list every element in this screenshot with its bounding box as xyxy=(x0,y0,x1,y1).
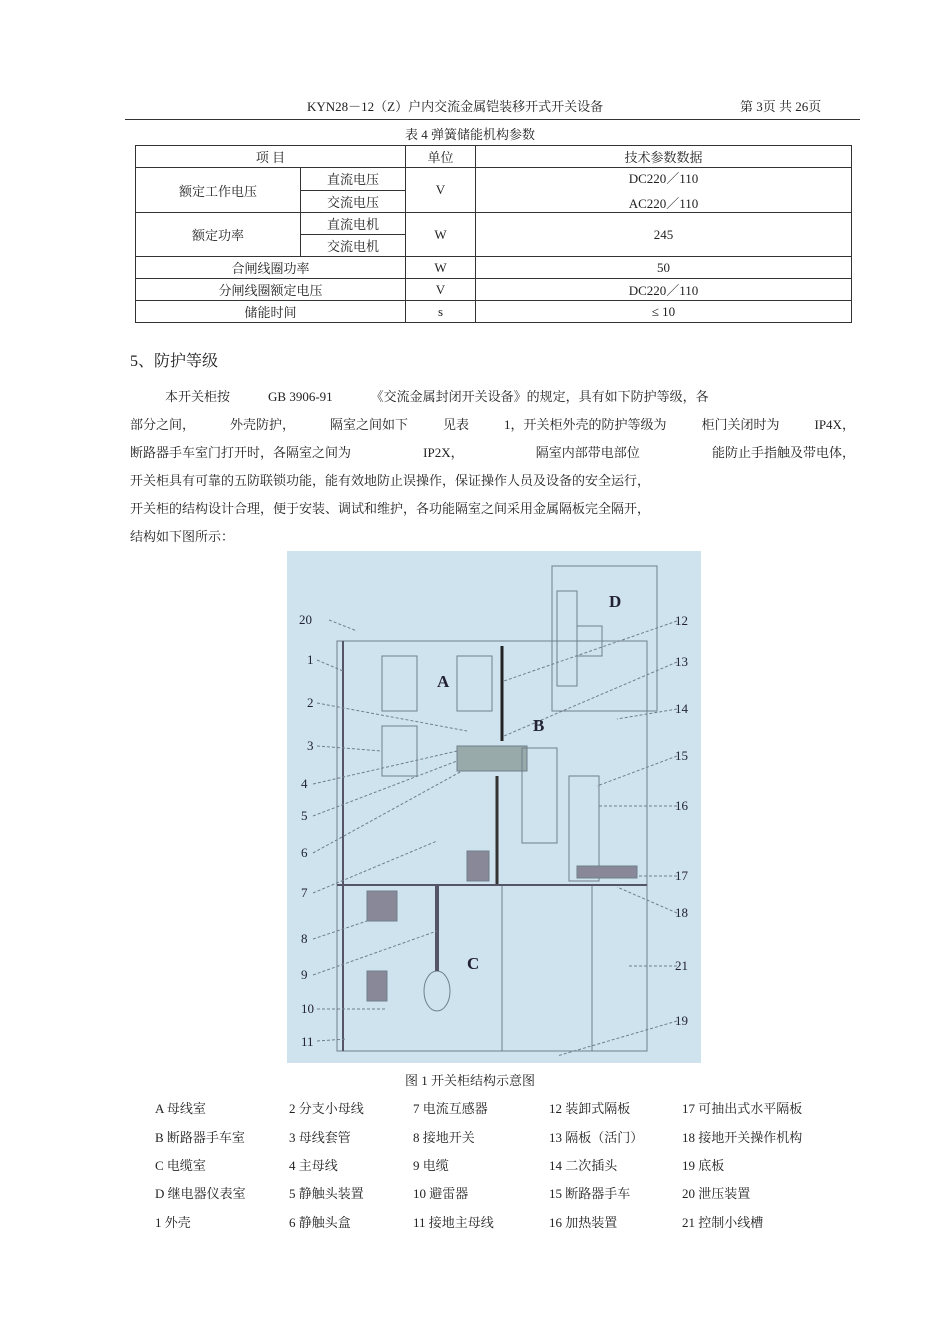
cable xyxy=(424,971,450,1011)
ct xyxy=(467,851,489,881)
table-row xyxy=(136,257,852,279)
callout-label: 2 xyxy=(307,695,314,710)
unit-cell: V xyxy=(406,279,476,301)
legend-item: 18 接地开关操作机构 xyxy=(682,1130,803,1145)
paragraph-line xyxy=(130,418,855,431)
callout-label: 20 xyxy=(299,612,312,627)
room-label: D xyxy=(609,592,622,611)
callout-label: 8 xyxy=(301,931,308,946)
legend-item: B 断路器手车室 xyxy=(155,1130,245,1145)
paragraph-text: 《交流金属封闭开关设备》的规定，具有如下防护等级，各 xyxy=(370,389,709,404)
legend-item: 19 底板 xyxy=(682,1158,725,1173)
callout-label: 9 xyxy=(301,967,308,982)
contact-box xyxy=(457,746,527,771)
legend-item: 12 装卸式隔板 xyxy=(549,1101,631,1116)
paragraph-text: 断路器手车室门打开时，各隔室之间为 xyxy=(130,445,352,460)
paragraph-text: IP4X， xyxy=(814,417,855,432)
row-label: 储能时间 xyxy=(136,301,406,323)
paragraph-text: IP2X， xyxy=(423,445,464,460)
room-label: C xyxy=(467,954,480,973)
paragraph-line xyxy=(130,446,855,459)
section-heading: 5、防护等级 xyxy=(130,353,219,370)
header-cell: 单位 xyxy=(406,146,476,168)
bushing xyxy=(382,656,417,711)
header-cell: 项 目 xyxy=(136,146,406,168)
legend-item: 13 隔板（活门） xyxy=(549,1130,644,1145)
legend-item: 15 断路器手车 xyxy=(549,1186,631,1201)
table-caption: 表 4 弹簧储能机构参数 xyxy=(405,127,536,142)
row-label: 额定工作电压 xyxy=(136,168,301,213)
legend-item: 20 泄压装置 xyxy=(682,1186,751,1201)
legend-item: A 母线室 xyxy=(155,1101,206,1116)
paragraph-text: 柜门关闭时为 xyxy=(701,417,780,432)
callout-label: 10 xyxy=(301,1001,314,1016)
room-label: A xyxy=(437,672,450,691)
spec-table xyxy=(135,145,852,323)
paragraph-text: 见表 xyxy=(443,417,470,432)
legend-item: 17 可抽出式水平隔板 xyxy=(682,1101,803,1116)
legend-item: D 继电器仪表室 xyxy=(155,1186,246,1201)
callout-label: 17 xyxy=(675,868,688,883)
callout-label: 4 xyxy=(301,776,308,791)
figure-caption: 图 1 开关柜结构示意图 xyxy=(405,1073,536,1088)
legend-item: 8 接地开关 xyxy=(413,1130,475,1145)
legend-item: 4 主母线 xyxy=(289,1158,338,1173)
callout-label: 19 xyxy=(675,1013,688,1028)
callout-label: 16 xyxy=(675,798,688,813)
legend-item: 2 分支小母线 xyxy=(289,1101,364,1116)
header-title: KYN28－12（Z）户内交流金属铠装移开式开关设备 xyxy=(307,99,604,114)
legend-item: 7 电流互感器 xyxy=(413,1101,488,1116)
paragraph-text: 隔室之间如下 xyxy=(330,417,409,432)
trolley xyxy=(569,776,599,881)
paragraph-text: 开关柜具有可靠的五防联锁功能，能有效地防止误操作，保证操作人员及设备的安全运行， xyxy=(130,473,651,488)
unit-cell: s xyxy=(406,301,476,323)
sub-label: 交流电机 xyxy=(301,235,406,257)
room-label: B xyxy=(533,716,545,735)
callout-label: 3 xyxy=(307,738,314,753)
legend-item: 21 控制小线槽 xyxy=(682,1215,764,1230)
callout-label: 12 xyxy=(675,613,688,628)
callout-label: 7 xyxy=(301,885,308,900)
sub-label: 直流电机 xyxy=(301,213,406,235)
table-row xyxy=(136,168,852,191)
callout-label: 6 xyxy=(301,845,308,860)
row-label: 额定功率 xyxy=(136,213,301,257)
paragraph-text: GB 3906-91 xyxy=(268,389,333,404)
paragraph-line xyxy=(165,390,855,403)
paragraph-text: 外壳防护， xyxy=(230,417,296,432)
paragraph-text: 1，开关柜外壳的防护等级为 xyxy=(504,417,667,432)
header-rule xyxy=(125,119,860,120)
bushing xyxy=(382,726,417,776)
header-cell: 技术参数数据 xyxy=(476,146,852,168)
page-number: 第 3页 共 26页 xyxy=(740,99,822,114)
table-header-row xyxy=(136,146,852,168)
arrester xyxy=(367,971,387,1001)
legend-item: 14 二次插头 xyxy=(549,1158,618,1173)
sub-label: 直流电压 xyxy=(301,168,406,191)
callout-label: 21 xyxy=(675,958,688,973)
table-row xyxy=(136,213,852,235)
callout-label: 18 xyxy=(675,905,688,920)
callout-label: 15 xyxy=(675,748,688,763)
value-text: DC220／110 xyxy=(628,171,699,186)
legend-item: C 电缆室 xyxy=(155,1158,206,1173)
legend-item: 16 加热装置 xyxy=(549,1215,618,1230)
callout-label: 11 xyxy=(301,1034,314,1049)
earthing-switch xyxy=(367,891,397,921)
unit-cell: W xyxy=(406,213,476,257)
legend-item: 3 母线套管 xyxy=(289,1130,351,1145)
sub-label: 交流电压 xyxy=(301,190,406,213)
paragraph-text: 本开关柜按 xyxy=(165,389,231,404)
callout-label: 1 xyxy=(307,652,314,667)
switchgear-diagram xyxy=(287,551,701,1063)
bushing xyxy=(457,656,492,711)
callout-label: 14 xyxy=(675,701,688,716)
value-cell: DC220／110 xyxy=(476,279,852,301)
callout-label: 13 xyxy=(675,654,688,669)
value-text: AC220／110 xyxy=(628,196,699,211)
value-cell: ≤ 10 xyxy=(476,301,852,323)
legend-item: 9 电缆 xyxy=(413,1158,449,1173)
callout-label: 5 xyxy=(301,808,308,823)
table-row xyxy=(136,279,852,301)
paragraph-text: 开关柜的结构设计合理，便于安装、调试和维护，各功能隔室之间采用金属隔板完全隔开， xyxy=(130,501,651,516)
legend-item: 5 静触头装置 xyxy=(289,1186,364,1201)
value-cell: 50 xyxy=(476,257,852,279)
legend-item: 1 外壳 xyxy=(155,1215,191,1230)
relay-compartment xyxy=(552,566,657,711)
paragraph-text: 隔室内部带电部位 xyxy=(535,445,640,460)
paragraph-text: 部分之间， xyxy=(130,417,196,432)
paragraph-text: 结构如下图所示： xyxy=(130,529,235,544)
unit-cell: W xyxy=(406,257,476,279)
row-label: 合闸线圈功率 xyxy=(136,257,406,279)
table-row xyxy=(136,301,852,323)
legend-item: 11 接地主母线 xyxy=(413,1215,494,1230)
paragraph-text: 能防止手指触及带电体， xyxy=(711,445,855,460)
legend-item: 10 避雷器 xyxy=(413,1186,469,1201)
value-cell xyxy=(476,168,852,213)
unit-cell: V xyxy=(406,168,476,213)
row-label: 分闸线圈额定电压 xyxy=(136,279,406,301)
value-cell: 245 xyxy=(476,213,852,257)
legend-item: 6 静触头盒 xyxy=(289,1215,351,1230)
